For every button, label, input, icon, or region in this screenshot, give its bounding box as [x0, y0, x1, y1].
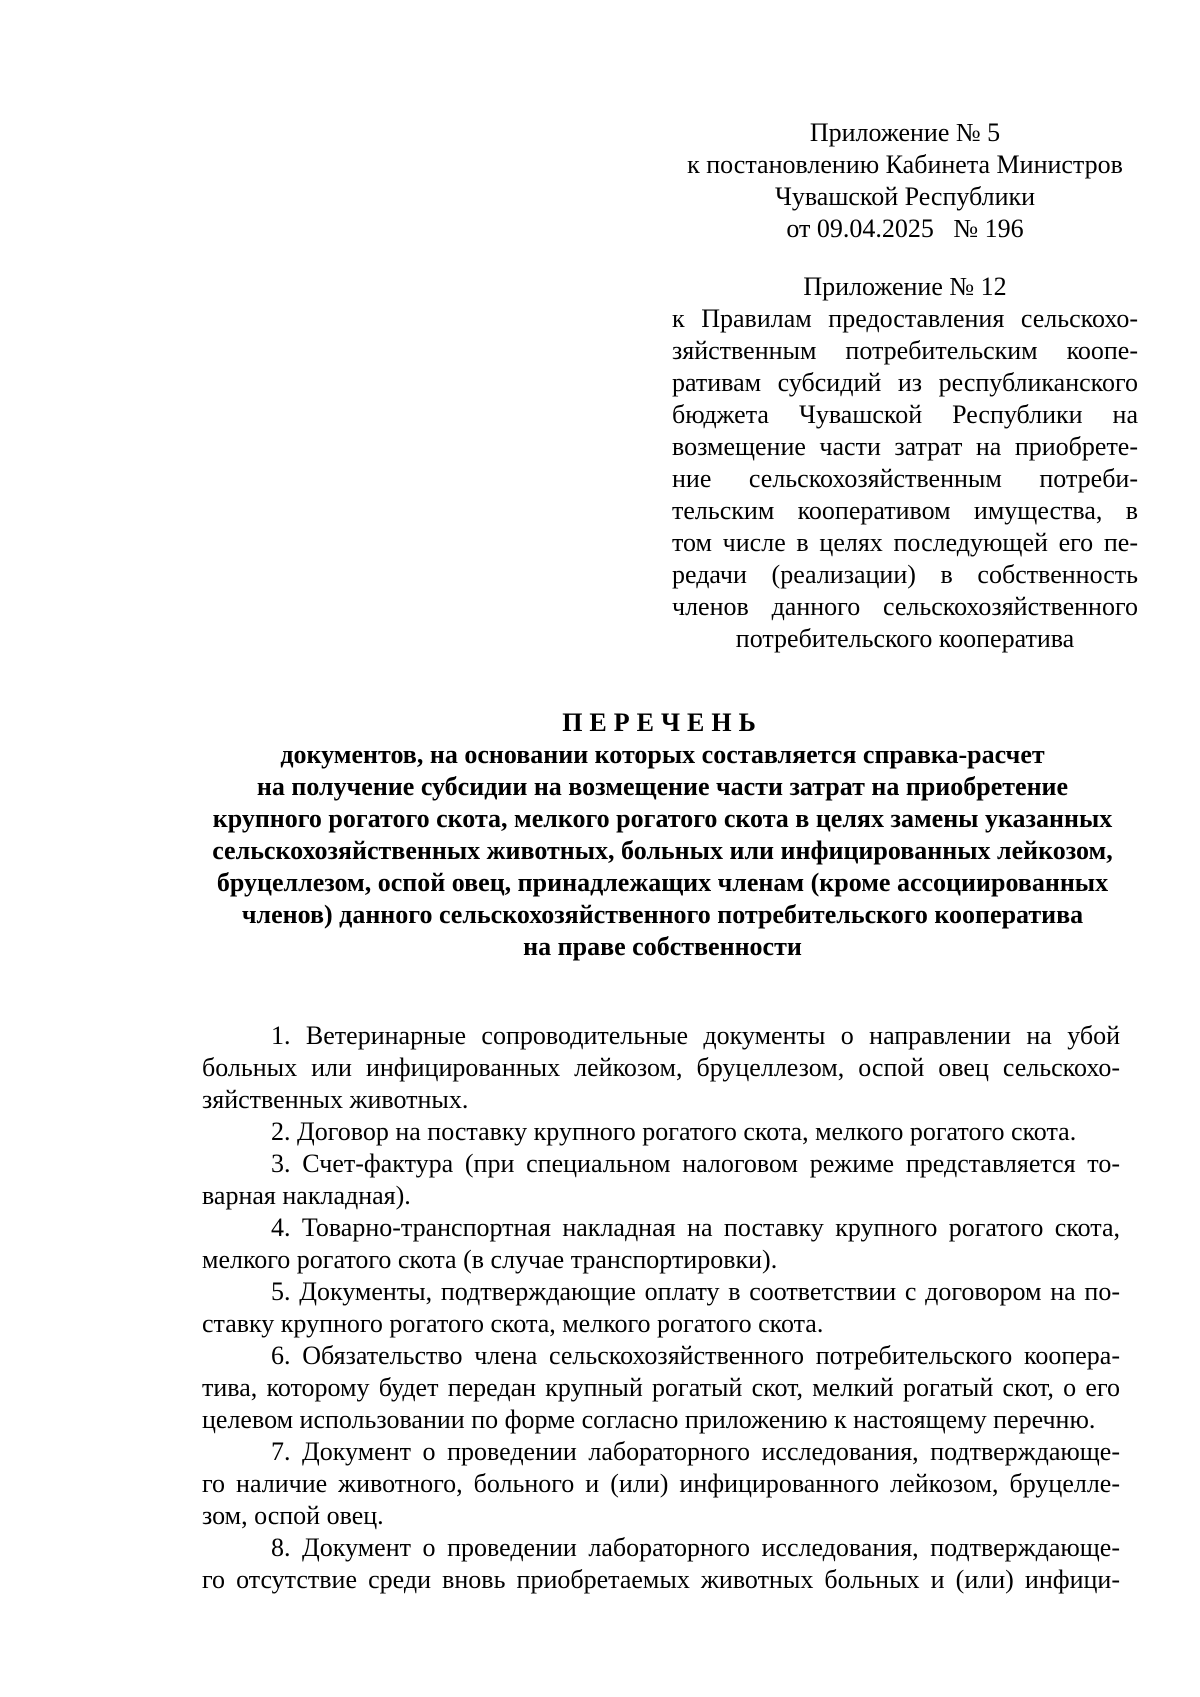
title-line: на получение субсидии на возмещение части затрат на приобретение: [256, 772, 1069, 801]
list-item-line: мелкого рогатого скота (в случае транспортировки).: [202, 1245, 778, 1274]
appendix-line: к Правилам предоставления сельскохо-: [672, 304, 1138, 333]
title-line: сельскохозяйственных животных, больных или инфицированных лейкозом,: [212, 836, 1113, 865]
list-item-line: варная накладная).: [202, 1181, 411, 1210]
list-item-line: целевом использовании по форме согласно приложению к настоящему перечню.: [202, 1405, 1096, 1434]
appendix-line: зяйственным потребительским коопе-: [672, 336, 1138, 365]
document-list: [202, 1020, 1120, 1596]
appendix-line: потребительского кооператива: [735, 624, 1075, 653]
list-item-line: ставку крупного рогатого скота, мелкого рогатого скота.: [202, 1309, 824, 1338]
approval-line-3: Чувашской Республики: [774, 182, 1036, 211]
list-item-line: 8. Документ о проведении лабораторного исследования, подтверждающе-: [271, 1533, 1120, 1562]
list-item-line: го наличие животного, больного и (или) инфицированного лейкозом, бруцелле-: [202, 1469, 1120, 1498]
document-title: [195, 707, 1130, 963]
appendix-title: Приложение № 12: [803, 272, 1007, 301]
approval-block: [672, 117, 1138, 245]
title-line: на праве собственности: [523, 932, 802, 961]
title-line: документов, на основании которых составляется справка-расчет: [280, 740, 1045, 769]
title-line: членов) данного сельскохозяйственного потребительского кооператива: [241, 900, 1084, 929]
list-item-line: 3. Счет-фактура (при специальном налоговом режиме представляется то-: [271, 1149, 1120, 1178]
appendix-line: членов данного сельскохозяйственного: [672, 592, 1138, 621]
list-item-line: тива, которому будет передан крупный рогатый скот, мелкий рогатый скот, о его: [202, 1373, 1120, 1402]
list-item-line: 7. Документ о проведении лабораторного исследования, подтверждающе-: [271, 1437, 1120, 1466]
list-item-line: зом, оспой овец.: [202, 1501, 384, 1530]
appendix-line: бюджета Чувашской Республики на: [672, 400, 1138, 429]
list-item-line: больных или инфицированных лейкозом, бруцеллезом, оспой овец сельскохо-: [202, 1053, 1120, 1082]
appendix-line: том числе в целях последующей его пе-: [672, 528, 1138, 557]
appendix-block: [672, 271, 1138, 655]
appendix-line: возмещение части затрат на приобрете-: [672, 432, 1138, 461]
list-item-line: зяйственных животных.: [202, 1085, 469, 1114]
approval-line-2: к постановлению Кабинета Министров: [687, 150, 1123, 179]
title-line: бруцеллезом, оспой овец, принадлежащих членам (кроме ассоциированных: [216, 868, 1109, 897]
appendix-line: редачи (реализации) в собственность: [672, 560, 1138, 589]
list-item-line: 2. Договор на поставку крупного рогатого скота, мелкого рогатого скота.: [271, 1117, 1077, 1146]
title-line: крупного рогатого скота, мелкого рогатого скота в целях замены указанных: [212, 804, 1113, 833]
appendix-line: ние сельскохозяйственным потреби-: [672, 464, 1138, 493]
approval-line-1: Приложение № 5: [809, 118, 1001, 147]
approval-line-4: от 09.04.2025 № 196: [786, 214, 1024, 243]
list-item-line: 4. Товарно-транспортная накладная на поставку крупного рогатого скота,: [271, 1213, 1120, 1242]
title-main: ПЕРЕЧЕНЬ: [562, 708, 763, 737]
list-item-line: 6. Обязательство члена сельскохозяйственного потребительского коопера-: [271, 1341, 1120, 1370]
list-item-line: го отсутствие среди вновь приобретаемых животных больных и (или) инфици-: [202, 1565, 1120, 1594]
appendix-line: тельским кооперативом имущества, в: [672, 496, 1138, 525]
list-item-line: 1. Ветеринарные сопроводительные документы о направлении на убой: [271, 1021, 1120, 1050]
appendix-line: ративам субсидий из республиканского: [672, 368, 1138, 397]
list-item-line: 5. Документы, подтверждающие оплату в соответствии с договором на по-: [271, 1277, 1120, 1306]
